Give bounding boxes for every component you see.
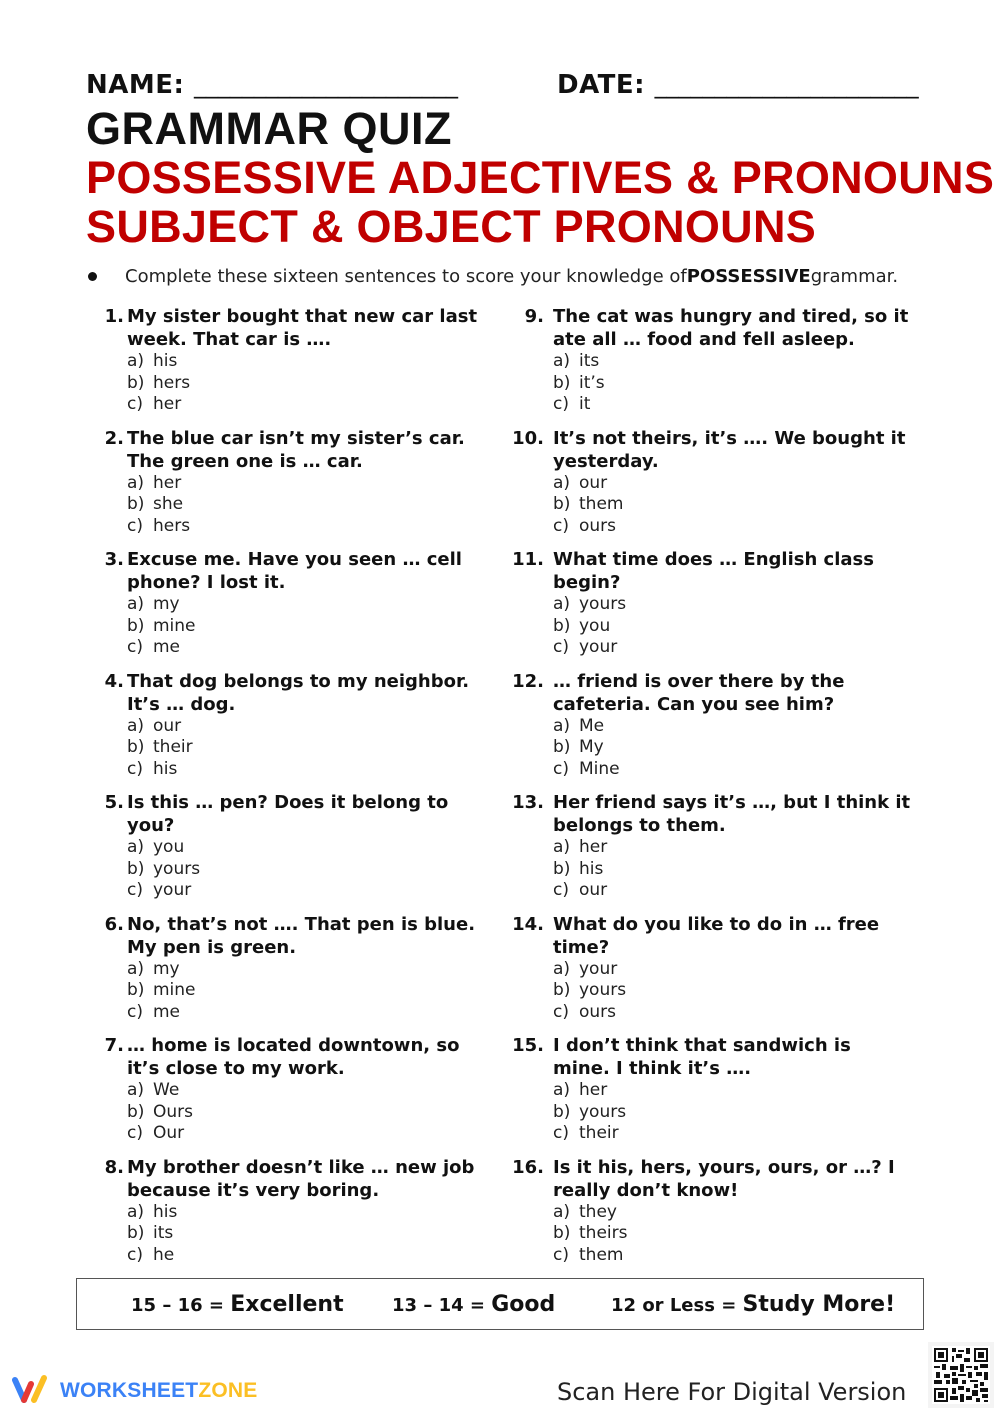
question-2	[92, 427, 492, 549]
instruction-text-before: Complete these sixteen sentences to score your knowledge of	[125, 266, 687, 287]
answer-options	[553, 473, 623, 538]
option-letter: b)	[127, 737, 145, 757]
answer-options	[127, 716, 193, 781]
question-8	[92, 1156, 492, 1278]
option-text: them	[579, 1244, 624, 1265]
question-text: … friend is over there by the cafeteria. Can you see him?	[553, 670, 845, 715]
answer-option-b[interactable]	[127, 737, 193, 759]
question-text: That dog belongs to my neighbor. It’s … dog.	[127, 670, 470, 715]
option-letter: a)	[127, 837, 145, 857]
option-text: he	[153, 1244, 175, 1265]
option-text: her	[579, 837, 608, 857]
option-letter: b)	[127, 858, 145, 879]
option-text: ours	[579, 1001, 617, 1022]
option-letter: a)	[553, 594, 571, 614]
option-text: yours	[153, 858, 201, 879]
instruction	[88, 266, 898, 287]
option-text: you	[579, 615, 611, 636]
score-good	[392, 1292, 555, 1317]
question-text: My sister bought that new car last week. That car is ….	[127, 306, 478, 350]
option-letter: a)	[553, 351, 571, 371]
option-text: our	[579, 472, 608, 493]
option-text: your	[153, 880, 192, 900]
option-letter: c)	[127, 394, 143, 414]
answer-option-c[interactable]	[127, 516, 190, 538]
option-text: her	[153, 472, 182, 493]
option-text: it’s	[579, 372, 605, 393]
answer-option-c[interactable]	[127, 1123, 193, 1145]
option-letter: a)	[553, 837, 571, 857]
answer-options	[127, 1202, 177, 1267]
scoring-legend	[76, 1278, 924, 1330]
answer-option-b[interactable]	[127, 494, 190, 516]
question-number: 16.	[512, 1156, 544, 1178]
question-9	[506, 305, 909, 427]
option-letter: c)	[127, 1001, 143, 1022]
option-text: they	[579, 1201, 617, 1222]
option-letter: b)	[553, 980, 571, 1000]
option-letter: c)	[553, 880, 569, 900]
question-number: 14.	[512, 913, 544, 935]
option-letter: b)	[553, 1223, 571, 1243]
question-number: 1.	[104, 306, 124, 327]
option-letter: b)	[553, 1101, 571, 1122]
option-letter: b)	[127, 494, 145, 514]
answer-option-c[interactable]	[553, 394, 605, 416]
option-text: his	[153, 351, 178, 371]
score-excellent	[131, 1292, 344, 1317]
question-number: 11.	[512, 549, 544, 570]
answer-option-b[interactable]	[553, 980, 626, 1002]
option-letter: a)	[127, 1080, 145, 1100]
option-text: mine	[153, 980, 196, 1000]
question-text: The blue car isn’t my sister’s car. The green one is … car.	[127, 427, 465, 472]
option-text: yours	[579, 980, 627, 1000]
brand-word-zone: ZONE	[198, 1379, 258, 1402]
question-6	[92, 913, 492, 1035]
question-text: No, that’s not …. That pen is blue. My pen is green.	[127, 913, 476, 958]
score-range: 15 – 16 =	[131, 1295, 231, 1316]
score-range: 13 – 14 =	[392, 1295, 492, 1316]
answer-option-a[interactable]	[553, 351, 605, 373]
brand-word-worksheet: WORKSHEET	[60, 1379, 199, 1402]
answer-option-a[interactable]	[127, 594, 196, 616]
answer-option-b[interactable]	[127, 980, 196, 1002]
answer-options	[127, 473, 190, 538]
answer-option-a[interactable]	[127, 837, 200, 859]
answer-option-b[interactable]	[127, 373, 190, 395]
answer-option-b[interactable]	[553, 494, 623, 516]
answer-options	[127, 959, 196, 1024]
question-13	[506, 791, 911, 913]
question-1	[92, 305, 492, 427]
option-letter: c)	[553, 1244, 569, 1265]
option-text: Mine	[579, 758, 620, 779]
option-text: his	[579, 858, 604, 879]
answer-option-a[interactable]	[553, 473, 623, 495]
question-text: Is this … pen? Does it belong to you?	[127, 792, 449, 836]
question-number: 15.	[512, 1035, 544, 1056]
question-number: 4.	[104, 670, 124, 692]
answer-option-b[interactable]	[553, 859, 607, 881]
answer-option-a[interactable]	[553, 1080, 626, 1102]
option-text: their	[579, 1123, 619, 1143]
answer-options	[553, 1080, 626, 1145]
option-text: our	[579, 880, 608, 900]
score-grade: Excellent	[230, 1292, 344, 1317]
option-letter: a)	[553, 715, 571, 736]
answer-option-c[interactable]	[553, 1245, 627, 1267]
option-letter: b)	[553, 494, 571, 514]
instruction-emphasis: POSSESSIVE	[686, 266, 811, 287]
option-letter: b)	[553, 858, 571, 879]
option-text: her	[579, 1080, 608, 1100]
answer-options	[553, 837, 607, 902]
option-text: its	[579, 351, 600, 371]
score-study-more	[611, 1292, 895, 1317]
name-field[interactable]	[86, 70, 458, 100]
answer-options	[553, 351, 605, 416]
question-12	[506, 670, 906, 792]
qr-code-icon[interactable]	[928, 1342, 994, 1408]
answer-option-b[interactable]	[553, 737, 620, 759]
bullet-icon	[88, 272, 97, 281]
answer-option-b[interactable]	[553, 616, 626, 638]
score-grade: Good	[491, 1292, 556, 1317]
answer-option-a[interactable]	[127, 716, 193, 738]
answer-option-c[interactable]	[553, 880, 607, 902]
worksheetzone-logo-icon	[10, 1374, 52, 1408]
option-text: your	[579, 958, 618, 979]
option-text: my	[153, 958, 180, 979]
answer-option-b[interactable]	[553, 1223, 627, 1245]
answer-option-a[interactable]	[553, 837, 607, 859]
option-text: its	[153, 1223, 174, 1243]
question-number: 3.	[104, 549, 124, 570]
option-letter: b)	[127, 372, 145, 393]
page-title: GRAMMAR QUIZ	[86, 103, 452, 154]
option-text: his	[153, 1201, 178, 1222]
question-16	[506, 1156, 906, 1278]
option-letter: a)	[127, 472, 145, 493]
answer-option-a[interactable]	[127, 1202, 177, 1224]
score-range: 12 or Less =	[611, 1295, 743, 1316]
name-label: NAME:	[86, 70, 185, 100]
subtitle-line-2: SUBJECT & OBJECT PRONOUNS	[86, 201, 817, 252]
answer-option-c[interactable]	[553, 516, 623, 538]
date-field[interactable]	[557, 70, 919, 100]
option-letter: b)	[127, 1223, 145, 1243]
option-letter: a)	[553, 958, 571, 979]
option-letter: b)	[127, 980, 145, 1000]
option-letter: c)	[127, 758, 143, 779]
question-text: It’s not theirs, it’s …. We bought it yesterday.	[553, 427, 906, 472]
option-letter: a)	[127, 351, 145, 371]
option-text: his	[153, 758, 178, 779]
score-grade: Study More!	[742, 1292, 896, 1317]
option-letter: c)	[553, 758, 569, 779]
date-label: DATE:	[557, 70, 646, 100]
option-letter: a)	[127, 715, 145, 736]
option-text: ours	[579, 515, 617, 536]
option-text: We	[153, 1080, 180, 1100]
brand-name	[60, 1379, 257, 1403]
option-text: your	[579, 637, 618, 657]
answer-options	[127, 1080, 193, 1145]
answer-options	[553, 1202, 627, 1267]
answer-options	[127, 594, 196, 659]
option-text: their	[153, 737, 193, 757]
option-text: them	[579, 494, 624, 514]
date-blank[interactable]: ______________________	[654, 71, 919, 99]
question-15	[506, 1034, 906, 1156]
option-letter: a)	[127, 958, 145, 979]
question-number: 13.	[512, 792, 544, 813]
option-letter: c)	[127, 880, 143, 900]
option-letter: c)	[127, 1123, 143, 1143]
answer-option-a[interactable]	[127, 473, 190, 495]
option-letter: c)	[553, 515, 569, 536]
option-letter: b)	[553, 615, 571, 636]
answer-option-a[interactable]	[127, 1080, 193, 1102]
answer-option-b[interactable]	[553, 373, 605, 395]
name-blank[interactable]: ______________________	[193, 71, 458, 99]
question-text: What do you like to do in … free time?	[553, 913, 880, 958]
option-letter: a)	[553, 1080, 571, 1100]
header-row	[86, 70, 919, 104]
option-text: My	[579, 737, 604, 757]
option-text: she	[153, 494, 184, 514]
answer-option-b[interactable]	[127, 1102, 193, 1124]
instruction-text-after: grammar.	[810, 266, 899, 287]
option-letter: c)	[553, 394, 569, 414]
option-text: hers	[153, 372, 191, 393]
option-letter: c)	[127, 1244, 143, 1265]
question-text: My brother doesn’t like … new job because it’s very boring.	[127, 1156, 475, 1201]
option-letter: a)	[553, 472, 571, 493]
question-10	[506, 427, 906, 549]
answer-option-c[interactable]	[127, 637, 196, 659]
question-number: 12.	[512, 670, 544, 692]
question-5	[92, 791, 492, 913]
questions-column-left	[92, 305, 492, 1277]
answer-option-c[interactable]	[553, 759, 620, 781]
answer-option-c[interactable]	[127, 1245, 177, 1267]
option-letter: b)	[127, 615, 145, 636]
question-text: Excuse me. Have you seen … cell phone? I lost it.	[127, 549, 462, 593]
question-number: 10.	[512, 427, 544, 449]
question-11	[506, 548, 906, 670]
option-letter: a)	[127, 594, 145, 614]
question-text: Her friend says it’s …, but I think it belongs to them.	[553, 792, 911, 836]
answer-option-c[interactable]	[127, 880, 200, 902]
option-text: yours	[579, 594, 627, 614]
option-text: me	[153, 1001, 181, 1022]
question-number: 9.	[524, 306, 544, 327]
subtitle-line-1: POSSESSIVE ADJECTIVES & PRONOUNS	[86, 152, 995, 203]
questions-column-right	[506, 305, 911, 1277]
option-text: Me	[579, 715, 605, 736]
question-number: 5.	[104, 792, 124, 813]
question-3	[92, 548, 492, 670]
answer-option-b[interactable]	[127, 616, 196, 638]
option-text: you	[153, 837, 185, 857]
option-text: me	[153, 637, 181, 657]
answer-options	[553, 716, 620, 781]
option-letter: a)	[553, 1201, 571, 1222]
question-4	[92, 670, 492, 792]
question-7	[92, 1034, 492, 1156]
option-text: mine	[153, 615, 196, 636]
option-text: her	[153, 394, 182, 414]
question-text: … home is located downtown, so it’s close to my work.	[127, 1035, 460, 1079]
answer-option-a[interactable]	[553, 1202, 627, 1224]
question-text: The cat was hungry and tired, so it ate all … food and fell asleep.	[553, 306, 909, 350]
answer-options	[553, 594, 626, 659]
answer-option-c[interactable]	[127, 759, 193, 781]
option-text: yours	[579, 1101, 627, 1122]
question-14	[506, 913, 906, 1035]
option-text: Our	[153, 1123, 185, 1143]
answer-option-c[interactable]	[553, 1002, 626, 1024]
answer-option-b[interactable]	[127, 1223, 177, 1245]
option-letter: b)	[553, 737, 571, 757]
option-text: Ours	[153, 1101, 194, 1122]
option-text: it	[579, 394, 591, 414]
answer-option-c[interactable]	[127, 394, 190, 416]
option-letter: a)	[127, 1201, 145, 1222]
option-letter: b)	[127, 1101, 145, 1122]
question-text: What time does … English class begin?	[553, 549, 874, 593]
answer-option-c[interactable]	[127, 1002, 196, 1024]
answer-option-c[interactable]	[553, 1123, 626, 1145]
option-letter: b)	[553, 372, 571, 393]
option-letter: c)	[553, 1123, 569, 1143]
answer-option-a[interactable]	[553, 716, 620, 738]
question-number: 6.	[104, 913, 124, 935]
question-number: 2.	[104, 427, 124, 449]
option-text: my	[153, 594, 180, 614]
option-letter: c)	[127, 515, 143, 536]
option-letter: c)	[553, 1001, 569, 1022]
brand-logo[interactable]	[10, 1376, 257, 1406]
option-text: our	[153, 715, 182, 736]
answer-options	[553, 959, 626, 1024]
question-number: 7.	[104, 1035, 124, 1056]
scan-instruction: Scan Here For Digital Version	[557, 1378, 907, 1406]
question-text: Is it his, hers, yours, ours, or …? I really don’t know!	[553, 1156, 895, 1201]
question-number: 8.	[104, 1156, 124, 1178]
answer-option-b[interactable]	[127, 859, 200, 881]
answer-option-b[interactable]	[553, 1102, 626, 1124]
question-text: I don’t think that sandwich is mine. I think it’s ….	[553, 1035, 851, 1079]
answer-options	[127, 837, 200, 902]
answer-option-a[interactable]	[127, 351, 190, 373]
option-text: hers	[153, 515, 191, 536]
answer-option-a[interactable]	[127, 959, 196, 981]
answer-option-c[interactable]	[553, 637, 626, 659]
answer-options	[127, 351, 190, 416]
answer-option-a[interactable]	[553, 594, 626, 616]
option-letter: c)	[127, 637, 143, 657]
option-letter: c)	[553, 637, 569, 657]
option-text: theirs	[579, 1223, 628, 1243]
answer-option-a[interactable]	[553, 959, 626, 981]
